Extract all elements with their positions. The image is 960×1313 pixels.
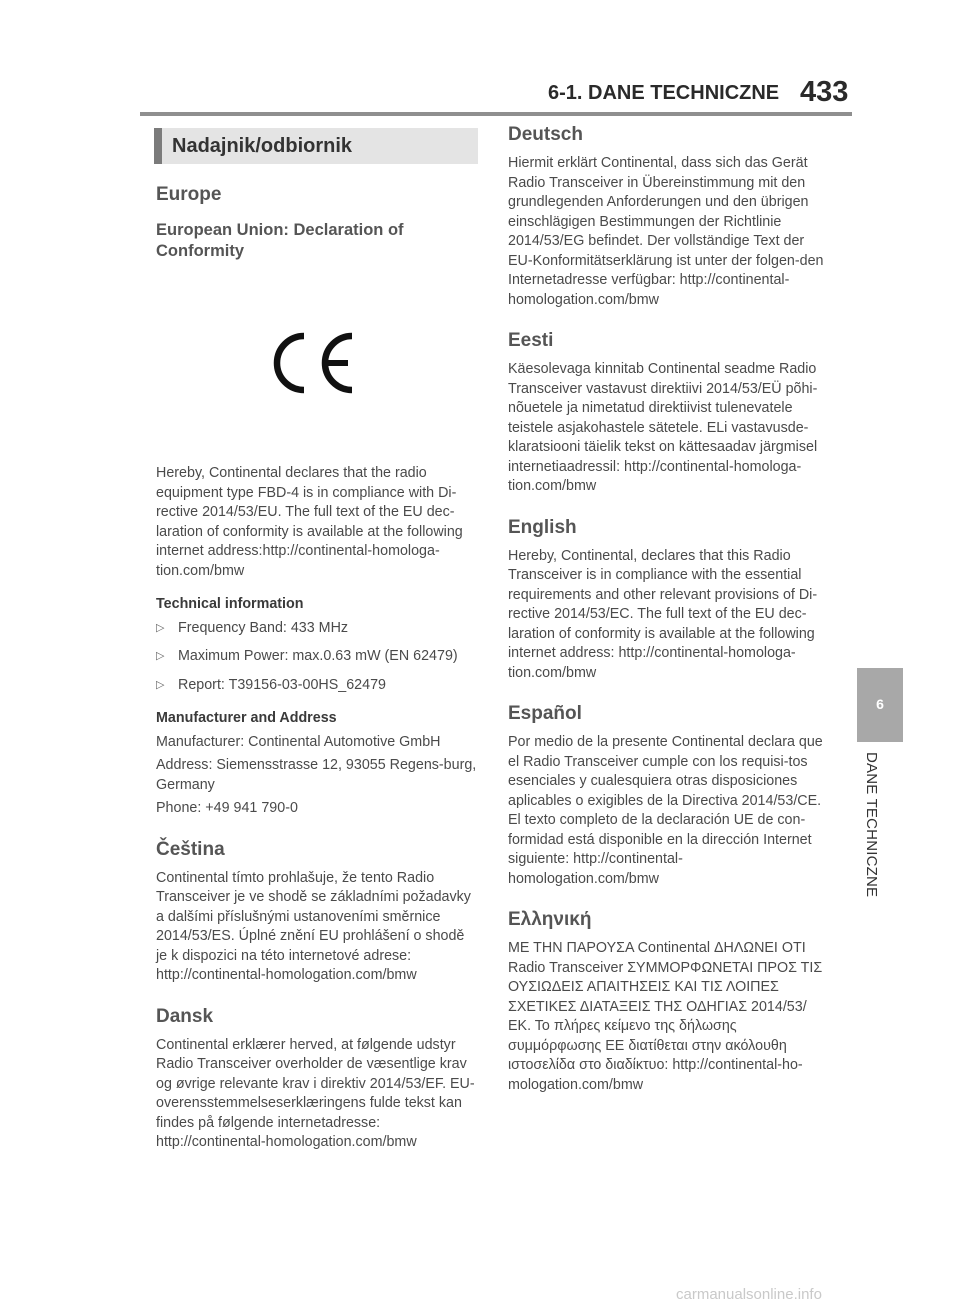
right-column	[508, 124, 826, 1099]
declaration-heading: European Union: Declaration of Conformity	[156, 221, 404, 260]
triangle-bullet-icon: ▷	[156, 621, 165, 634]
ellinika-text: ΜΕ ΤΗΝ ΠΑΡΟΥΣΑ Continental ΔΗΛΩΝΕΙ ΟΤΙ Radio Transceiver ΣΥΜΜΟΡΦΩΝΕΤΑΙ ΠΡΟΣ ΤΙΣ ΟΥΣΙΩΔΕΙΣ ΑΠΑΙΤΗΣΕΙΣ ΚΑΙ ΤΙΣ ΛΟΙΠΕΣ ΣΧΕΤΙΚΕΣ ΔΙΑΤΑΞΕΙΣ ΤΗΣ ΟΔΗΓΙΑΣ 2014/53/ΕΚ. Το πλήρες κείμενο της δήλωσης συμμόρφωσης ΕΕ διατίθεται στην ακόλουθη ιστοσελίδα στο διαδίκτυο: http://continental-ho-mologation.com/bmw	[508, 940, 823, 1093]
page-header	[0, 0, 960, 116]
region-heading: Europe	[156, 184, 222, 205]
chapter-number: 6	[876, 696, 884, 712]
section-title: 6-1. DANE TECHNICZNE	[548, 82, 780, 104]
ce-mark-logo	[264, 330, 360, 396]
watermark: carmanualsonline.info	[676, 1286, 822, 1303]
eesti-heading: Eesti	[508, 330, 554, 351]
chapter-label: DANE TECHNICZNE	[863, 752, 880, 898]
list-item: ▷ Report: T39156-03-00HS_62479	[156, 676, 478, 696]
section-heading-bar: Nadajnik/odbiornik	[154, 128, 478, 164]
header-divider	[140, 112, 852, 116]
declaration-intro: Hereby, Continental declares that the radio equipment type FBD-4 is in compliance with Di-rective 2014/53/EU. The full text of the EU dec-laration of conformity is available at the following internet address:http://continental-homologa-tion.com/bmw	[156, 465, 463, 579]
left-column	[156, 128, 478, 1157]
deutsch-heading: Deutsch	[508, 124, 583, 145]
list-item: ▷ Maximum Power: max.0.63 mW (EN 62479)	[156, 647, 478, 667]
cestina-heading: Čeština	[156, 838, 225, 860]
espanol-text: Por medio de la presente Continental declara que el Radio Transceiver cumple con los requisi-tos esenciales y cualesquiera otras disposiciones aplicables o exigibles de la Directiva 2014/53/CE. El texto completo de la declaración UE de con-formidad está disponible en la dirección Internet siguiente: http://continental-homologation.com/bmw	[508, 734, 823, 887]
english-text: Hereby, Continental, declares that this Radio Transceiver is in compliance with the essential requirements and other relevant provisions of Di-rective 2014/53/EC. The full text of the EU dec-laration of conformity is available at the following internet address: http://continental-homologa-tion.com/bmw	[508, 547, 818, 681]
eesti-text: Käesolevaga kinnitab Continental seadme Radio Transceiver vastavust direktiivi 2014/53/EÜ põhi-nõuetele ja nimetatud direktiivist tulenevatele teistele asjakohastele sätetele. ELi vastavusde-klaratsiooni täielik tekst on kättesaadav järgmisel internetiaadressil: http://continental-homologa-tion.com/bmw	[508, 361, 818, 494]
list-item: ▷ Frequency Band: 433 MHz	[156, 619, 478, 639]
manufacturer-text: Manufacturer: Continental Automotive GmbH	[156, 733, 441, 750]
cestina-text: Continental tímto prohlašuje, že tento Radio Transceiver je ve shodě se základními požadavky a dalšími příslušnými ustanoveními směrnice 2014/53/ES. Úplné znění EU prohlášení o shodě je k dispozici na této internetové adrese: http://continental-homologation.com/bmw	[156, 869, 471, 983]
dansk-text: Continental erklærer herved, at følgende udstyr Radio Transceiver overholder de væsentlige krav og øvrige relevante krav i direktiv 2014/53/EF. EU-overensstemmelseserklæringens fulde tekst kan findes på følgende internetadresse: http://continental-homologation.com/bmw	[156, 1036, 475, 1150]
manufacturer-heading: Manufacturer and Address	[156, 710, 337, 726]
technical-information-list	[156, 619, 478, 696]
phone-text: Phone: +49 941 790-0	[156, 800, 298, 816]
ellinika-heading: Ελληνική	[508, 909, 592, 930]
address-text: Address: Siemensstrasse 12, 93055 Regens-burg, Germany	[156, 757, 477, 793]
technical-information-heading: Technical information	[156, 596, 304, 612]
english-heading: English	[508, 516, 577, 538]
triangle-bullet-icon: ▷	[156, 650, 165, 662]
dansk-heading: Dansk	[156, 1005, 214, 1027]
triangle-bullet-icon: ▷	[156, 678, 165, 691]
deutsch-text: Hiermit erklärt Continental, dass sich das Gerät Radio Transceiver in Übereinstimmung mit den grundlegenden Anforderungen und den übrigen einschlägigen Bestimmungen der Richtlinie 2014/53/EG befindet. Der vollständige Text der EU-Konformitätserklärung ist unter der folgen-den Internetadresse verfügbar: http://continental-homologation.com/bmw	[508, 155, 824, 308]
espanol-heading: Español	[508, 703, 582, 724]
page-number: 433	[800, 76, 849, 108]
chapter-tab	[857, 668, 903, 742]
